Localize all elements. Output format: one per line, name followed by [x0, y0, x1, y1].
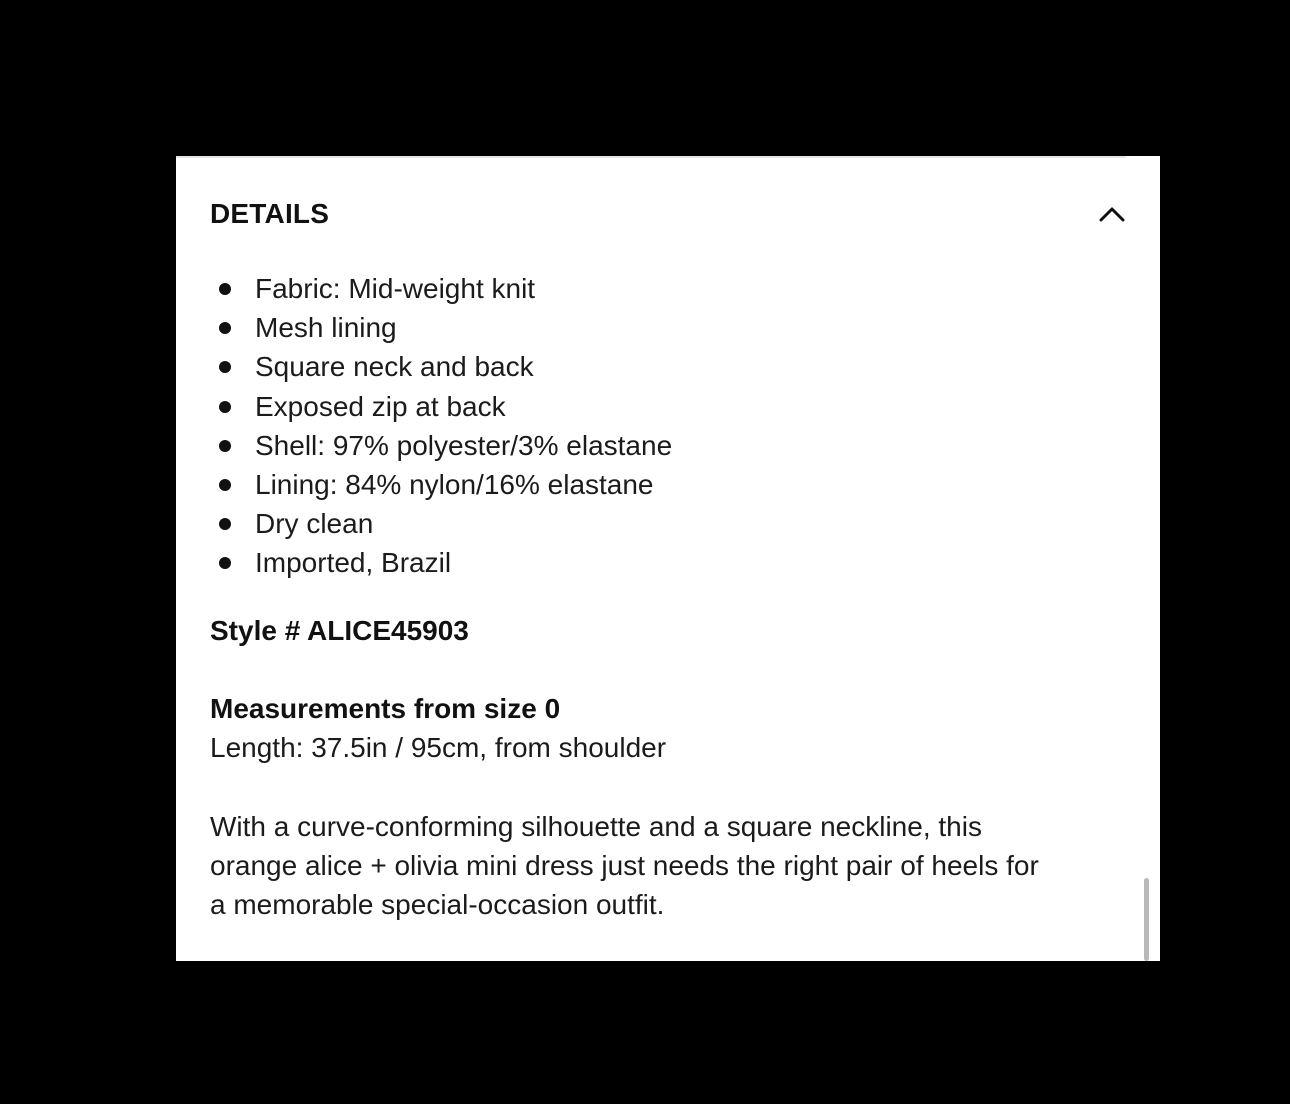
- bullet-icon: [219, 401, 231, 413]
- bullet-icon: [219, 518, 231, 530]
- list-item: [210, 387, 672, 426]
- bullet-icon: [219, 440, 231, 452]
- bullet-text: Shell: 97% polyester/3% elastane: [255, 429, 673, 461]
- bullet-text: Dry clean: [255, 508, 374, 540]
- style-number: Style # ALICE45903: [210, 615, 469, 646]
- bullet-icon: [219, 557, 231, 569]
- bullet-text: Mesh lining: [255, 312, 397, 344]
- list-item: [210, 504, 672, 543]
- list-item: [210, 426, 672, 465]
- bullet-icon: [219, 479, 231, 491]
- details-title: DETAILS: [210, 198, 330, 229]
- list-item: [210, 543, 672, 582]
- divider: [176, 156, 1126, 158]
- bullet-text: Square neck and back: [255, 351, 534, 383]
- details-bullet-list: [210, 269, 672, 583]
- bullet-text: Fabric: Mid-weight knit: [255, 273, 536, 304]
- measurements-length: Length: 37.5in / 95cm, from shoulder: [210, 732, 667, 763]
- description-line: orange alice + olivia mini dress just needs the right pair of heels for: [210, 850, 1039, 881]
- bullet-text: Imported, Brazil: [255, 547, 452, 579]
- bullet-text: Lining: 84% nylon/16% elastane: [255, 468, 654, 500]
- product-description: [210, 807, 1130, 924]
- bullet-text: Exposed zip at back: [255, 390, 506, 422]
- bullet-icon: [219, 283, 231, 295]
- bullet-icon: [219, 361, 231, 373]
- list-item: [210, 347, 672, 386]
- bullet-icon: [219, 322, 231, 334]
- collapse-toggle-button[interactable]: [1094, 196, 1130, 232]
- details-header[interactable]: [210, 196, 1130, 232]
- list-item: [210, 465, 672, 504]
- chevron-up-icon: [1099, 205, 1125, 223]
- description-line: a memorable special-occasion outfit.: [210, 889, 665, 920]
- description-line: With a curve-conforming silhouette and a square neckline, this: [210, 811, 982, 842]
- list-item: [210, 269, 672, 308]
- measurements-title: Measurements from size 0: [210, 693, 561, 724]
- scrollbar[interactable]: [1144, 878, 1149, 961]
- details-panel: [176, 156, 1160, 961]
- list-item: [210, 308, 672, 347]
